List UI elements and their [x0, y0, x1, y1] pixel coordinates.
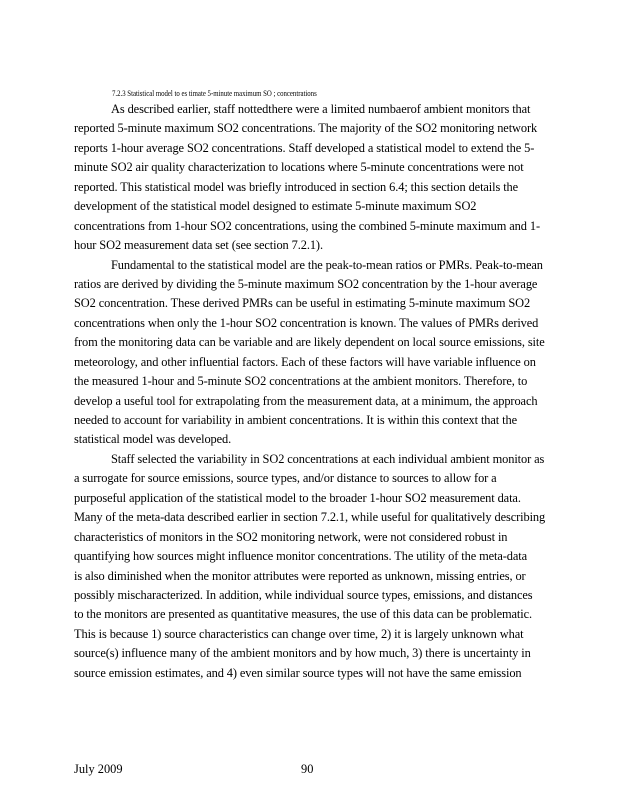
paragraph-line: concentrations when only the 1-hour SO2 concentration is known. The values of PMRs derived	[74, 315, 539, 330]
paragraph-line: development of the statistical model designed to estimate 5-minute maximum SO2	[74, 199, 477, 214]
paragraph-line: concentrations from 1-hour SO2 concentrations, using the combined 5-minute maximum and 1-	[74, 218, 540, 233]
paragraph-line: Staff selected the variability in SO2 concentrations at each individual ambient monitor as	[111, 451, 545, 466]
paragraph-line: reported. This statistical model was briefly introduced in section 6.4; this section details the	[74, 179, 519, 194]
paragraph-line: source emission estimates, and 4) even similar source types will not have the same emission	[74, 665, 522, 680]
paragraph-line: minute SO2 air quality characterization to locations where 5-minute concentrations were not	[74, 160, 524, 175]
paragraph-line: needed to account for variability in ambient concentrations. It is within this context that the	[74, 413, 517, 427]
paragraph-line: reported 5-minute maximum SO2 concentrations. The majority of the SO2 monitoring network	[74, 121, 538, 136]
paragraph-line: quantifying how sources might influence monitor concentrations. The utility of the meta-data	[74, 549, 528, 564]
page-number: 90	[301, 762, 314, 776]
paragraph-line: As described earlier, staff nottedthere were a limited numbaerof ambient monitors that	[111, 102, 531, 116]
footer-date: July 2009	[74, 762, 123, 776]
paragraph-line: reports 1-hour average SO2 concentrations. Staff developed a statistical model to extend the 5-	[74, 140, 535, 155]
paragraph-line: develop a useful tool for extrapolating from the measurement data, at a minimum, the approach	[74, 393, 538, 408]
paragraph-line: possibly mischaracterized. In addition, while individual source types, emissions, and distances	[74, 587, 533, 602]
paragraph-line: SO2 concentration. These derived PMRs can be useful in estimating 5-minute maximum SO2	[74, 296, 531, 311]
paragraph-line: is also diminished when the monitor attributes were reported as unknown, missing entries, or	[74, 568, 526, 583]
paragraph-line: statistical model was developed.	[74, 432, 232, 447]
paragraph-line: source(s) influence many of the ambient monitors and by how much, 3) there is uncertainty in	[74, 646, 531, 661]
paragraph-line: Fundamental to the statistical model are the peak-to-mean ratios or PMRs. Peak-to-mean	[111, 257, 543, 272]
paragraph-line: Many of the meta-data described earlier in section 7.2.1, while useful for qualitatively describing	[74, 510, 546, 525]
paragraph-line: from the monitoring data can be variable and are likely dependent on local source emissions, site	[74, 335, 545, 350]
section-heading: 7.2.3 Statistical model to es timate 5-minute maximum SO ; concentrations	[112, 89, 317, 98]
body-text	[74, 100, 550, 683]
paragraph-line: This is because 1) source characteristics can change over time, 2) it is largely unknown what	[74, 626, 524, 641]
paragraph-line: to the monitors are presented as quantitative measures, the use of this data can be problematic.	[74, 607, 532, 622]
paragraph-line: ratios are derived by dividing the 5-minute maximum SO2 concentration by the 1-hour average	[74, 276, 538, 291]
paragraph-line: purposeful application of the statistical model to the broader 1-hour SO2 measurement data.	[74, 490, 521, 505]
paragraph-line: characteristics of monitors in the SO2 monitoring network, were not considered robust in	[74, 529, 508, 544]
paragraph-line: hour SO2 measurement data set (see section 7.2.1).	[74, 238, 323, 253]
paragraph-line: the measured 1-hour and 5-minute SO2 concentrations at the ambient monitors. Therefore, to	[74, 374, 528, 389]
paragraph-line: a surrogate for source emissions, source types, and/or distance to sources to allow for a	[74, 471, 497, 486]
paragraph-line: meteorology, and other influential factors. Each of these factors will have variable influence on	[74, 354, 536, 369]
